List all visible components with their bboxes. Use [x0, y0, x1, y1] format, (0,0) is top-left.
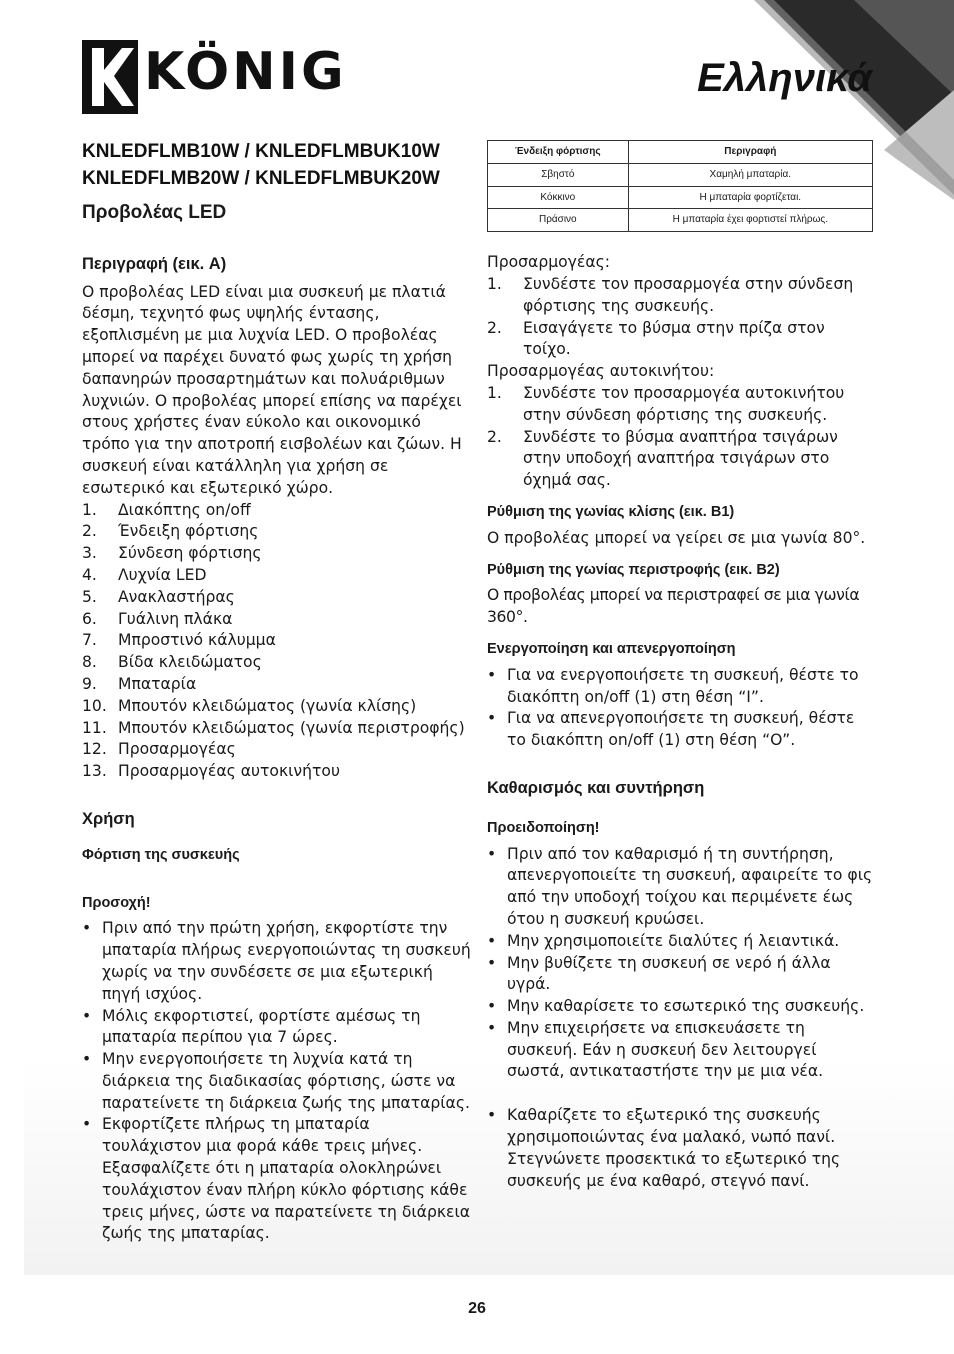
adapter-label: Προσαρμογέας:: [487, 253, 611, 272]
tilt-heading: Ρύθμιση της γωνίας κλίσης (εικ. B1): [487, 503, 735, 520]
list-item: • Μην χρησιμοποιείτε διαλύτες ή λειαντικά.: [487, 931, 840, 950]
table-row: [488, 209, 873, 232]
car-adapter-label: Προσαρμογέας αυτοκινήτου:: [487, 362, 715, 381]
warning-list: [487, 844, 877, 1084]
list-item: 2. Ένδειξη φόρτισης: [82, 522, 259, 541]
list-item: • Για να ενεργοποιήσετε τη συσκευή, θέστε το διακόπτη on/off (1) στη θέση “I”.: [487, 665, 859, 706]
table-row: [488, 163, 873, 186]
onoff-heading: Ενεργοποίηση και απενεργοποίηση: [487, 640, 736, 657]
list-item: • Μην επιχειρήσετε να επισκευάσετε τη συσκευή. Εάν η συσκευή δεν λειτουργεί σωστά, αντικαταστήστε την με μια νέα.: [487, 1018, 824, 1081]
konig-k-logo-icon: [82, 40, 138, 114]
caution-list: [82, 918, 472, 1245]
table-row: [488, 186, 873, 209]
table-cell: Η μπαταρία έχει φορτιστεί πλήρως.: [628, 209, 872, 232]
left-column: [82, 138, 472, 1245]
list-item: • Μόλις εκφορτιστεί, φορτίστε αμέσως τη μπαταρία περίπου για 7 ώρες.: [82, 1006, 421, 1047]
page-number: 26: [468, 1300, 486, 1317]
description-heading: Περιγραφή (εικ. A): [82, 254, 227, 273]
list-item: 4. Λυχνία LED: [82, 565, 207, 584]
charging-heading: Φόρτιση της συσκευής: [82, 846, 240, 863]
list-item: 13. Προσαρμογέας αυτοκινήτου: [82, 762, 340, 781]
list-item: 2. Εισαγάγετε το βύσμα στην πρίζα στον τοίχο.: [487, 318, 825, 359]
parts-list: [82, 500, 472, 783]
list-item: 9. Μπαταρία: [82, 674, 197, 693]
table-cell: Πράσινο: [488, 209, 629, 232]
brand-logo: [82, 40, 347, 114]
list-item: • Εκφορτίζετε πλήρως τη μπαταρία τουλάχιστον μια φορά κάθε τρεις μήνες. Εξασφαλίζετε ότι η μπαταρία ολοκληρώνει τουλάχιστον έναν πλήρη κύκλο φόρτισης κάθε τρεις μήνες, ώστε να παρατείνετε τη διάρκεια ζωής της μπαταρίας.: [82, 1115, 471, 1243]
list-item: 5. Ανακλαστήρας: [82, 587, 235, 606]
list-item: • Μην ενεργοποιήσετε τη λυχνία κατά τη διάρκεια της διαδικασίας φόρτισης, ώστε να παρατείνετε τη διάρκεια ζωής της μπαταρίας.: [82, 1050, 470, 1112]
table-header: Ένδειξη φόρτισης: [488, 141, 629, 164]
model-line-1: KNLEDFLMB10W / KNLEDFLMBUK10W: [82, 141, 440, 162]
list-item: • Για να απενεργοποιήσετε τη συσκευή, θέστε το διακόπτη on/off (1) στη θέση “O”.: [487, 709, 855, 750]
table-cell: Χαμηλή μπαταρία.: [628, 163, 872, 186]
language-title: Ελληνικά: [697, 56, 872, 100]
table-header: Περιγραφή: [628, 141, 872, 164]
table-cell: Η μπαταρία φορτίζεται.: [628, 186, 872, 209]
list-item: 7. Μπροστινό κάλυμμα: [82, 631, 276, 650]
list-item: 11. Μπουτόν κλειδώματος (γωνία περιστροφής): [82, 718, 465, 737]
use-heading: Χρήση: [82, 809, 135, 828]
list-item: 1. Συνδέστε τον προσαρμογέα στην σύνδεση φόρτισης της συσκευής.: [487, 274, 854, 315]
cleaning-heading: Καθαρισμός και συντήρηση: [487, 778, 705, 797]
rotate-heading: Ρύθμιση της γωνίας περιστροφής (εικ. B2): [487, 561, 780, 578]
clean-list: [487, 1105, 877, 1192]
rotate-text: Ο προβολέας μπορεί να περιστραφεί σε μια γωνία 360°.: [487, 586, 860, 627]
list-item: 1. Διακόπτης on/off: [82, 500, 251, 519]
description-text: Ο προβολέας LED είναι μια συσκευή με πλατιά δέσμη, τεχνητό φως υψηλής έντασης, εξοπλισμένη με μια λυχνία LED. Ο προβολέας μπορεί να παρέχει δυνατό φως χωρίς τη χρήση δαπανηρών προσαρτημάτων και πολυάριθμων λυχνιών. Ο προβολέας μπορεί επίσης να παρέχει στους χρήστες έναν εύκολο και οικονομικό τρόπο για την αποτροπή εισβολέων και ζώων. Η συσκευή είναι κατάλληλη για χρήση σε εσωτερικό και εξωτερικό χώρο.: [82, 282, 462, 497]
caution-heading: Προσοχή!: [82, 894, 151, 911]
product-title: Προβολέας LED: [82, 202, 227, 223]
car-adapter-steps: [487, 383, 877, 492]
list-item: • Πριν από την πρώτη χρήση, εκφορτίστε την μπαταρία πλήρως ενεργοποιώντας τη συσκευή χωρίς να την συνδέσετε σε μια εξωτερική πηγή ισχύος.: [82, 919, 471, 1003]
list-item: 6. Γυάλινη πλάκα: [82, 609, 233, 628]
brand-wordmark: KÖNIG: [144, 42, 347, 102]
list-item: 10. Μπουτόν κλειδώματος (γωνία κλίσης): [82, 696, 417, 715]
charge-indicator-table: [487, 140, 873, 232]
table-header-row: [488, 141, 873, 164]
list-item: • Καθαρίζετε το εξωτερικό της συσκευής χρησιμοποιώντας ένα μαλακό, νωπό πανί. Στεγνώνετε προσεκτικά το εξωτερικό της συσκευής με ένα καθαρό, στεγνό πανί.: [487, 1106, 841, 1190]
table-cell: Κόκκινο: [488, 186, 629, 209]
list-item: • Πριν από τον καθαρισμό ή τη συντήρηση, απενεργοποιείτε τη συσκευή, αφαιρείτε το φις από την υποδοχή τοίχου και περιμένετε έως ότου η συσκευή κρυώσει.: [487, 844, 873, 928]
list-item: 3. Σύνδεση φόρτισης: [82, 544, 262, 563]
warning-heading: Προειδοποίηση!: [487, 819, 600, 836]
table-cell: Σβηστό: [488, 163, 629, 186]
list-item: 8. Βίδα κλειδώματος: [82, 653, 262, 672]
list-item: 2. Συνδέστε το βύσμα αναπτήρα τσιγάρων στην υποδοχή αναπτήρα τσιγάρων στο όχημά σας.: [487, 427, 838, 490]
list-item: • Μην βυθίζετε τη συσκευή σε νερό ή άλλα υγρά.: [487, 953, 831, 994]
list-item: 12. Προσαρμογέας: [82, 740, 236, 759]
tilt-text: Ο προβολέας μπορεί να γείρει σε μια γωνία 80°.: [487, 528, 866, 547]
onoff-list: [487, 665, 877, 752]
list-item: 1. Συνδέστε τον προσαρμογέα αυτοκινήτου στην σύνδεση φόρτισης της συσκευής.: [487, 383, 845, 424]
model-line-2: KNLEDFLMB20W / KNLEDFLMBUK20W: [82, 168, 440, 189]
right-column: [487, 140, 877, 1192]
list-item: • Μην καθαρίσετε το εσωτερικό της συσκευής.: [487, 997, 865, 1016]
adapter-steps: [487, 274, 877, 361]
